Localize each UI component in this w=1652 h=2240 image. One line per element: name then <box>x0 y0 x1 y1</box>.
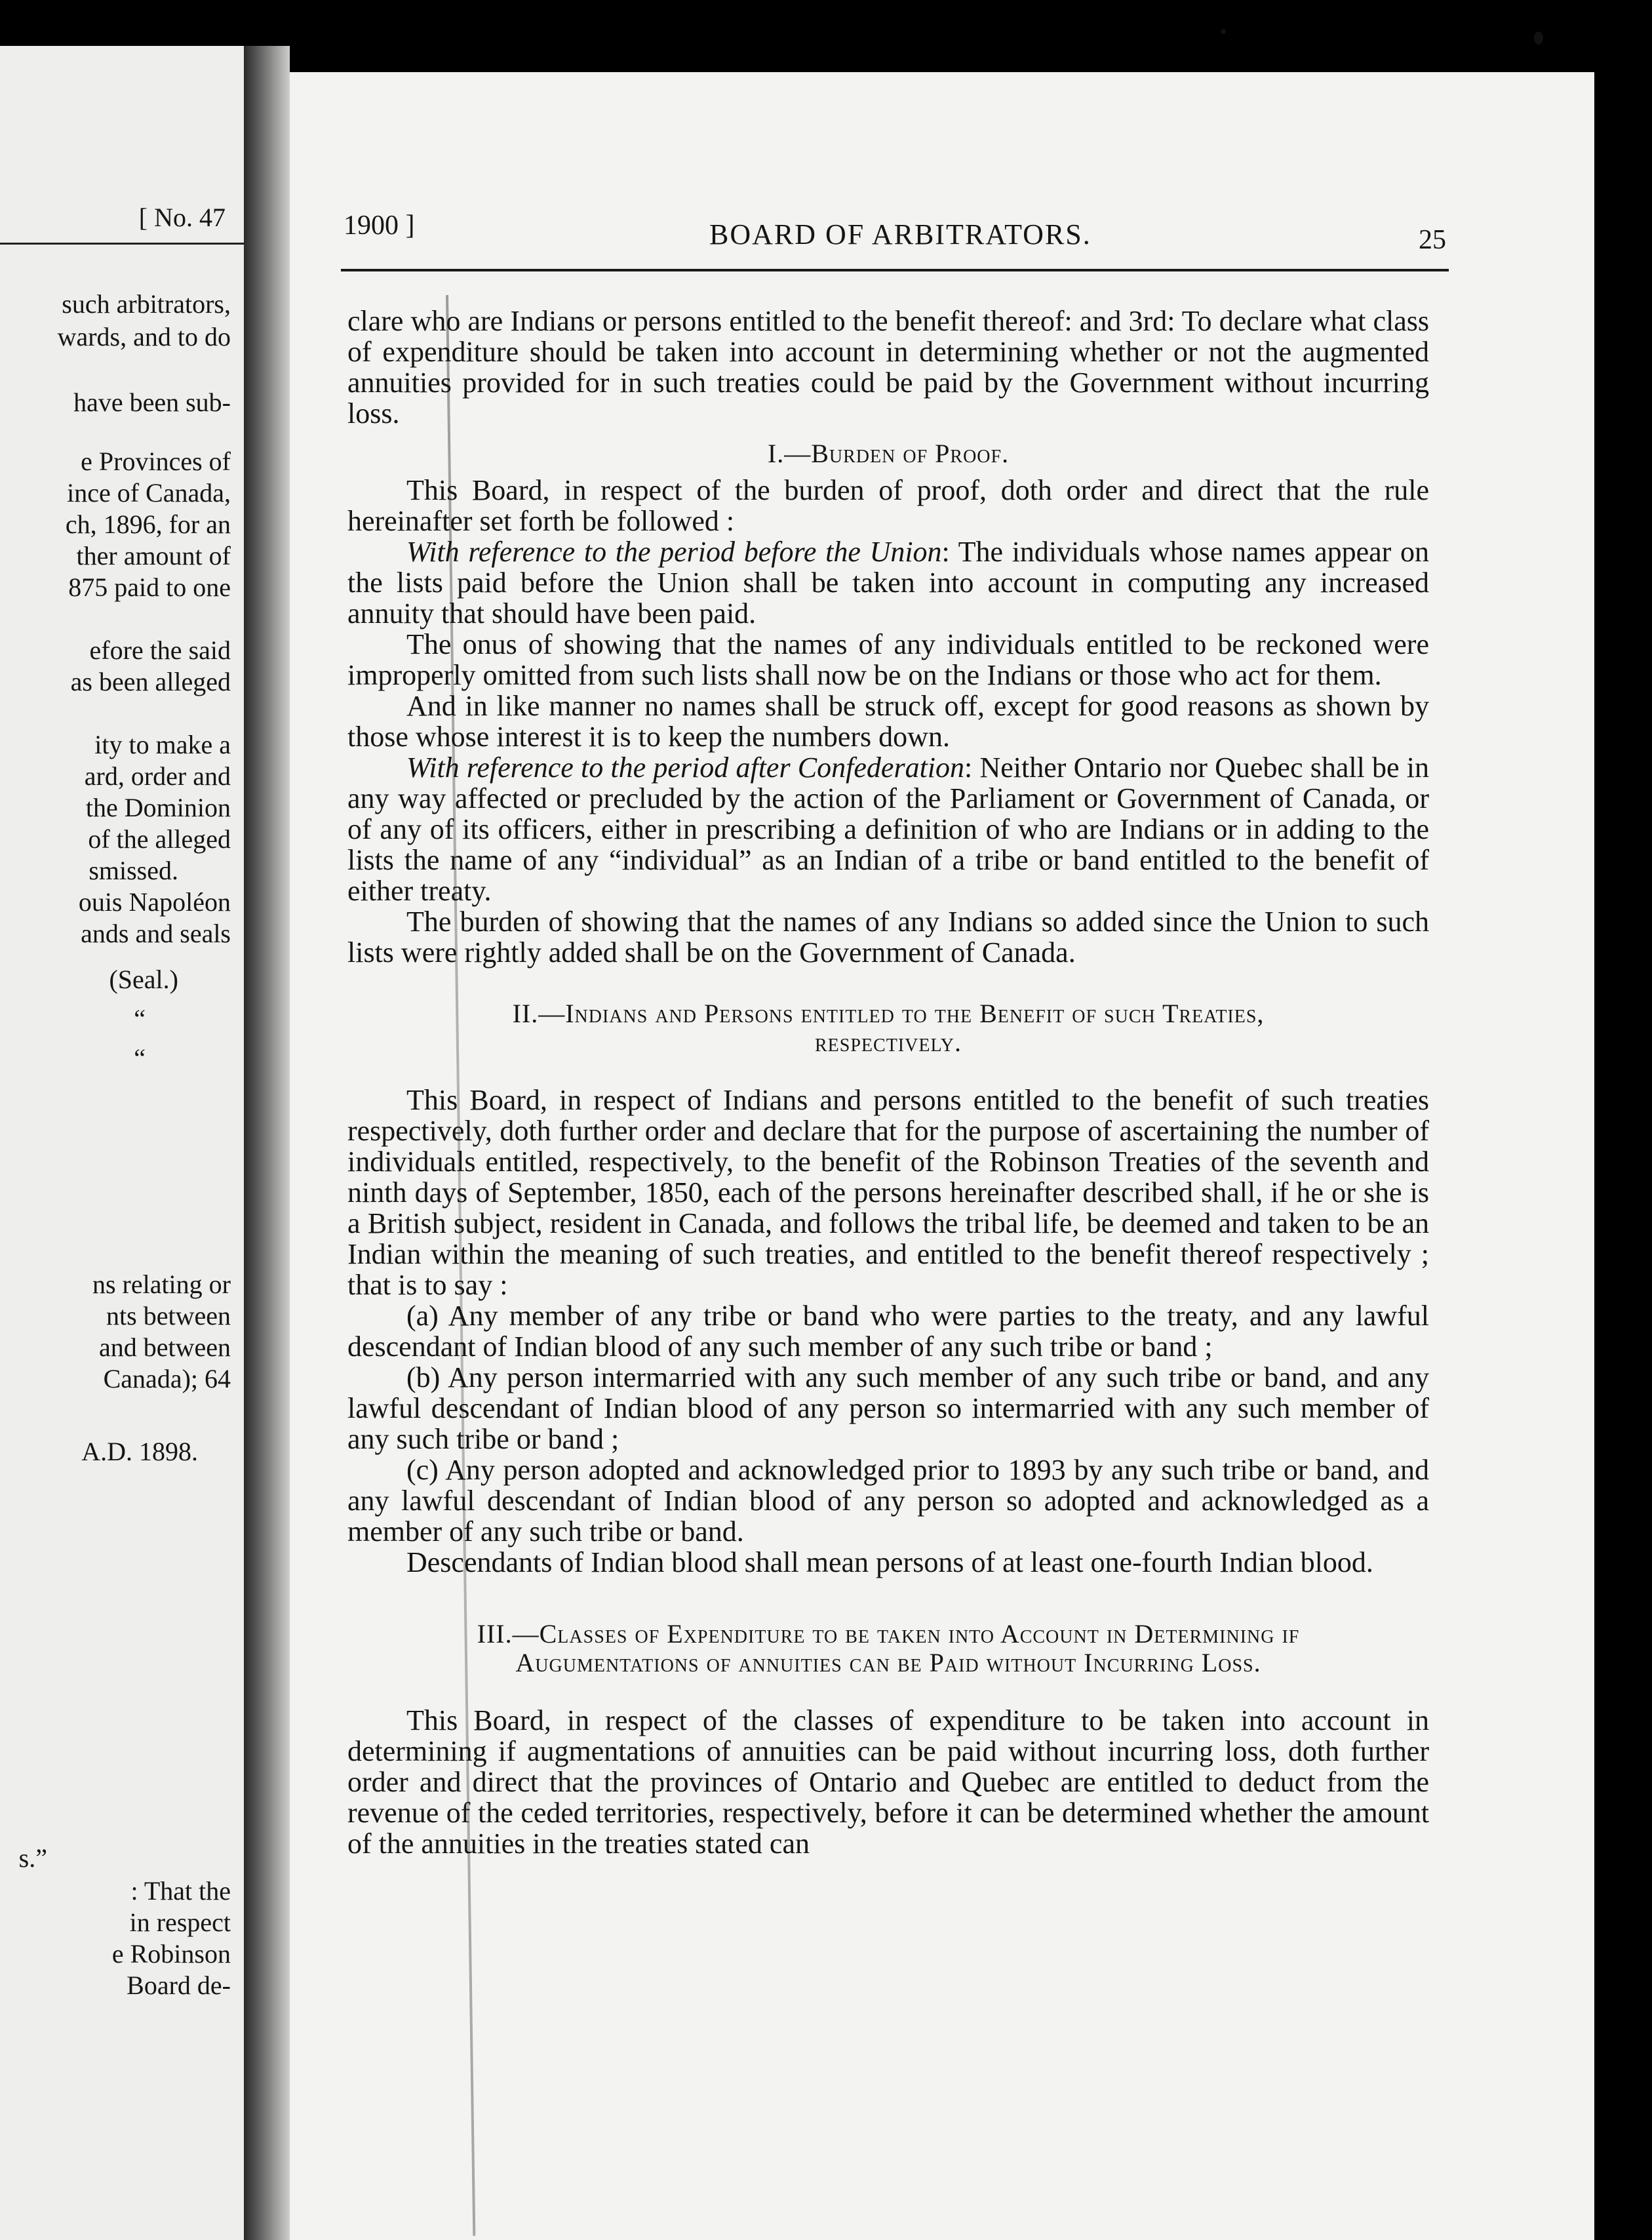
left-page-line: nts between <box>106 1301 231 1330</box>
left-page-line: efore the said <box>89 635 231 665</box>
left-page-line: (Seal.) <box>109 965 178 994</box>
paragraph: This Board, in respect of the burden of proof, doth order and direct that the rule hereinafter set forth be followed : <box>347 474 1429 537</box>
left-page-line: ard, order and <box>84 761 231 791</box>
left-page-rule <box>0 243 244 245</box>
intro-paragraph: clare who are Indians or persons entitled to the benefit thereof: and 3rd: To declare what class of expenditure should be taken into account in determining whether or not the augmented annuities provided for in such treaties could be paid by the Government without incurring loss. <box>347 305 1429 430</box>
left-page-line: e Provinces of <box>81 447 231 476</box>
italic-lead: With reference to the period before the Union <box>406 536 942 568</box>
section-heading-3: III.—Classes of Expenditure to be taken into Account in Determining if Augumentations of annuities can be Paid without Incurring Loss. <box>477 1619 1300 1677</box>
running-header-year: 1900 ] <box>344 210 415 241</box>
left-page-line: “ <box>134 1004 146 1033</box>
left-page-line: “ <box>134 1043 146 1073</box>
paragraph <box>347 536 1429 629</box>
paragraph: The onus of showing that the names of any individuals entitled to be reckoned were improperly omitted from such lists shall now be on the Indians or those who act for them. <box>347 628 1429 691</box>
left-page-line: ns relating or <box>92 1270 231 1299</box>
left-page-line: smissed. <box>88 856 178 885</box>
left-page-line: of the alleged <box>88 824 231 854</box>
paragraph-text: : Neither Ontario nor Quebec shall be in any way affected or precluded by the action of the Parliament or Government of Canada, or of any of its officers, either in prescribing a definition of who are Indians or in adding to the lists the name of any “individual” as an Indian of a tribe or band entitled to the benefit of either treaty. <box>347 751 1430 907</box>
left-page-line: A.D. 1898. <box>81 1437 198 1466</box>
left-page-line: wards, and to do <box>57 322 231 351</box>
list-item: (b) Any person intermarried with any such member of any such tribe or band, and any lawful descendant of Indian blood of any person so intermarried with any such member of any such tribe or band ; <box>347 1361 1429 1455</box>
left-page-line: : That the <box>130 1876 231 1906</box>
page-number: 25 <box>1419 225 1446 255</box>
paragraph: This Board, in respect of the classes of expenditure to be taken into account in determining if augmentations of annuities can be paid without incurring loss, doth further order and direct that the provinces of Ontario and Quebec are entitled to deduct from the revenue of the ceded territories, respectively, before it can be determined whether the amount of the annuities in the treaties stated can <box>347 1704 1429 1860</box>
left-page-line: the Dominion <box>85 793 231 822</box>
list-item: (c) Any person adopted and acknowledged prior to 1893 by any such tribe or band, and any lawful descendant of Indian blood of any person so adopted and acknowledged as a member of any such tribe or band. <box>347 1454 1429 1548</box>
left-page-line: Board de- <box>127 1970 231 2000</box>
ink-speck <box>1534 31 1543 45</box>
paragraph-text: : The individuals whose names appear on the lists paid before the Union shall be taken into account in computing any increased annuity that should have been paid. <box>347 536 1429 630</box>
left-page-line: e Robinson <box>111 1939 231 1969</box>
section-heading-2: II.—Indians and Persons entitled to the Benefit of such Treaties, respectively. <box>512 999 1265 1057</box>
left-page-line: ity to make a <box>94 730 231 759</box>
header-rule <box>341 269 1449 271</box>
section-heading-1: I.—Burden of Proof. <box>767 439 1010 468</box>
left-page-line: ince of Canada, <box>67 478 231 508</box>
left-page-line: ands and seals <box>81 919 231 948</box>
paragraph: And in like manner no names shall be struck off, except for good reasons as shown by those whose interest it is to keep the numbers down. <box>347 690 1429 753</box>
left-page-line: have been sub- <box>73 388 231 417</box>
book-gutter <box>244 46 290 2240</box>
left-page-line: as been alleged <box>70 667 231 696</box>
left-page-line: 875 paid to one <box>68 572 231 602</box>
left-page-header: [ No. 47 <box>138 203 226 232</box>
left-page <box>0 46 244 2240</box>
running-header-title: BOARD OF ARBITRATORS. <box>709 218 1092 250</box>
paragraph <box>347 752 1429 906</box>
left-page-line: such arbitrators, <box>62 289 231 319</box>
right-page <box>290 72 1594 2240</box>
left-page-line: Canada); 64 <box>103 1364 231 1393</box>
paragraph: The burden of showing that the names of any Indians so added since the Union to such lists were rightly added shall be on the Government of Canada. <box>347 906 1429 969</box>
left-page-line: ther amount of <box>76 541 231 570</box>
left-page-line: and between <box>98 1332 231 1362</box>
left-page-line: ouis Napoléon <box>78 887 231 917</box>
left-page-line: in respect <box>129 1908 231 1937</box>
paragraph: Descendants of Indian blood shall mean persons of at least one-fourth Indian blood. <box>406 1546 1373 1578</box>
paragraph: This Board, in respect of Indians and persons entitled to the benefit of such treaties respectively, doth further order and declare that for the purpose of ascertaining the number of individuals entitled, respectively, to the benefit of the Robinson Treaties of the seventh and ninth days of September, 1850, each of the persons hereinafter described shall, if he or she is a British subject, resident in Canada, and follows the tribal life, be deemed and taken to be an Indian within the meaning of such treaties, and entitled to the benefit thereof respectively ; that is to say : <box>347 1084 1429 1301</box>
list-item: (a) Any member of any tribe or band who were parties to the treaty, and any lawful descendant of Indian blood of any such member of any such tribe or band ; <box>347 1300 1429 1363</box>
left-page-line: s.” <box>18 1843 47 1873</box>
left-page-line: ch, 1896, for an <box>65 510 231 539</box>
ink-speck <box>1221 29 1226 34</box>
page-body <box>347 306 1429 1859</box>
italic-lead: With reference to the period after Confederation <box>406 751 965 784</box>
